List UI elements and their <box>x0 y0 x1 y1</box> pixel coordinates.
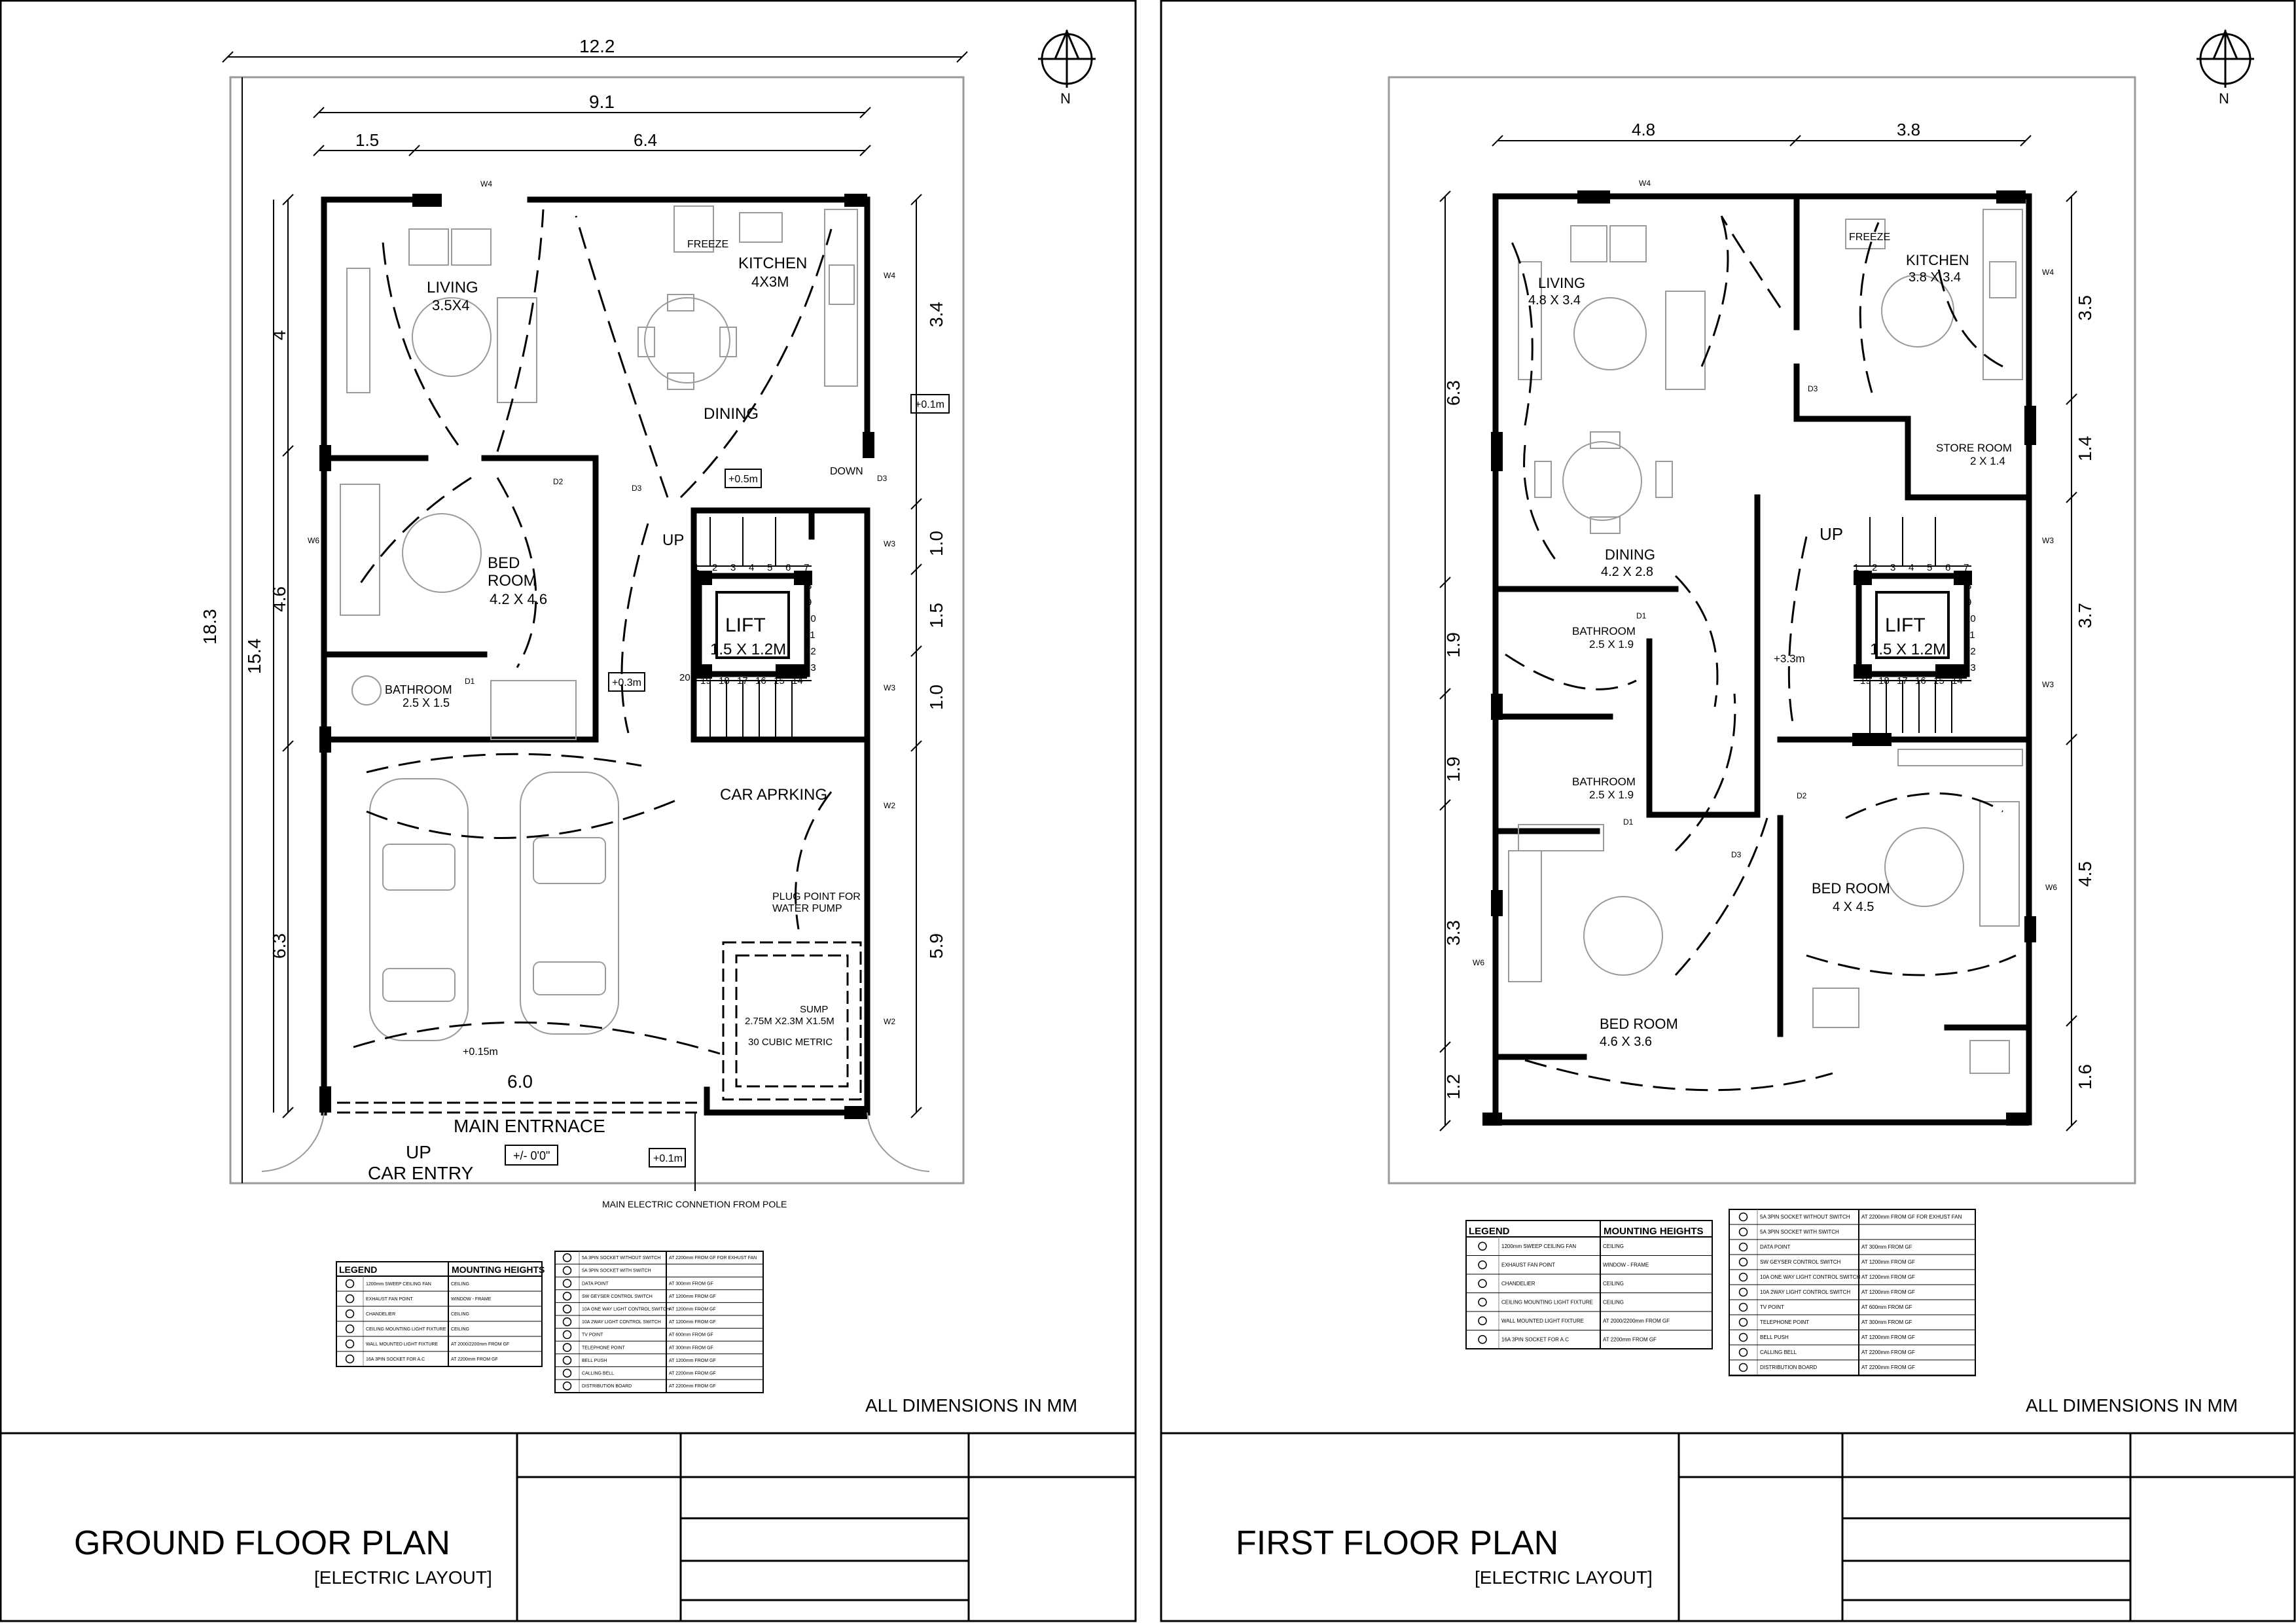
legend-symbol-icon <box>564 1330 571 1338</box>
room-size-dining: 4.2 X 2.8 <box>1601 565 1654 579</box>
svg-text:3.7: 3.7 <box>2075 603 2095 628</box>
svg-text:14: 14 <box>792 675 803 687</box>
legend-item-height: AT 2000/2200mm FROM GF <box>1603 1317 1670 1324</box>
svg-text:D1: D1 <box>1636 611 1647 620</box>
room-name-bed-2: BED ROOM <box>1600 1016 1678 1032</box>
room-name-bed-1: BED ROOM <box>1812 880 1890 897</box>
dimension-lines <box>200 36 967 1183</box>
up-label: UP <box>662 531 685 549</box>
legend-item-height: CEILING <box>1603 1299 1624 1306</box>
legend-item-label: DISTRIBUTION BOARD <box>1760 1364 1818 1371</box>
freeze-label: FREEZE <box>687 239 729 250</box>
room-name-kitchen: KITCHEN <box>1906 252 1969 268</box>
legend-item-height: AT 300mm FROM GF <box>669 1281 713 1287</box>
walls <box>1496 196 2029 1122</box>
svg-text:LEGEND: LEGEND <box>1469 1226 1510 1237</box>
svg-text:W6: W6 <box>2045 883 2057 892</box>
svg-text:3.5: 3.5 <box>2075 295 2095 321</box>
lift-core <box>694 571 812 679</box>
legend-item-height: AT 300mm FROM GF <box>1861 1319 1912 1326</box>
svg-text:17: 17 <box>1897 675 1908 687</box>
svg-text:4: 4 <box>1909 562 1914 573</box>
sump-label: SUMP <box>800 1004 829 1015</box>
plug-note-1: PLUG POINT FOR <box>772 891 861 902</box>
legend-symbol-icon <box>1740 1289 1748 1296</box>
legend-item-height: CEILING <box>451 1311 470 1317</box>
level-mark: +3.3m <box>1774 652 1805 665</box>
legend-item-label: DISTRIBUTION BOARD <box>582 1384 632 1389</box>
level-mark: +0.3m <box>612 677 641 688</box>
car-entry-label: CAR ENTRY <box>368 1163 474 1183</box>
dim-bottom: 6.0 <box>507 1071 533 1092</box>
legend-symbol-icon <box>564 1357 571 1364</box>
level-mark: +0.5m <box>728 474 758 485</box>
room-size-living: 3.5X4 <box>432 297 470 313</box>
dimension-note: ALL DIMENSIONS IN MM <box>2026 1395 2238 1416</box>
svg-text:W6: W6 <box>308 536 319 545</box>
north-arrow-icon <box>1038 30 1096 107</box>
svg-text:18: 18 <box>719 675 730 687</box>
svg-text:9.1: 9.1 <box>589 92 615 112</box>
svg-text:13: 13 <box>805 662 816 673</box>
svg-text:12: 12 <box>805 646 816 657</box>
svg-text:5.9: 5.9 <box>926 933 946 959</box>
svg-text:10: 10 <box>805 613 816 624</box>
svg-text:W2: W2 <box>884 801 895 810</box>
svg-text:11: 11 <box>1965 630 1975 641</box>
svg-text:W4: W4 <box>884 271 895 280</box>
legend-item-height: AT 1200mm FROM GF <box>669 1294 716 1299</box>
svg-text:2: 2 <box>712 562 718 573</box>
room-name-bath-2: BATHROOM <box>1572 776 1636 788</box>
level-mark: +0.1m <box>653 1153 683 1164</box>
legend-item-height: WINDOW - FRAME <box>1603 1262 1649 1268</box>
first-floor-plan <box>1389 30 2254 1376</box>
legend-item-label: 10A ONE WAY LIGHT CONTROL SWITCH <box>1760 1274 1861 1281</box>
legend-item-label: 16A 3PIN SOCKET FOR A.C <box>366 1357 425 1362</box>
legend-item-label: TV POINT <box>1760 1304 1784 1311</box>
svg-text:14: 14 <box>1952 675 1963 687</box>
room-size-kitchen: 3.8 X 3.4 <box>1909 270 1962 285</box>
legend-item-height: AT 2200mm FROM GF <box>669 1371 716 1376</box>
legend-symbol-icon <box>564 1318 571 1326</box>
svg-text:4: 4 <box>269 330 289 340</box>
svg-text:6: 6 <box>785 562 791 573</box>
legend-item-label: TV POINT <box>582 1332 603 1338</box>
legend-item-label: WALL MOUNTED LIGHT FIXTURE <box>1501 1317 1584 1324</box>
sheet-frame-first <box>1161 1 2295 1621</box>
legend-item-label: 10A 2WAY LIGHT CONTROL SWITCH <box>582 1320 661 1325</box>
room-name-store: STORE ROOM <box>1936 442 2012 454</box>
legend-symbol-icon <box>1740 1319 1748 1327</box>
room-name-bath: BATHROOM <box>385 683 452 696</box>
room-name-living: LIVING <box>1538 275 1586 291</box>
svg-text:1.6: 1.6 <box>2075 1064 2095 1090</box>
legend-symbol-icon <box>1740 1228 1748 1236</box>
svg-text:W3: W3 <box>884 539 895 548</box>
legend-symbol-icon <box>1740 1349 1748 1357</box>
svg-text:3.8: 3.8 <box>1897 120 1921 139</box>
svg-text:8: 8 <box>1966 580 1972 592</box>
svg-text:MOUNTING HEIGHTS: MOUNTING HEIGHTS <box>452 1264 545 1275</box>
legend-item-height: AT 1200mm FROM GF <box>1861 1289 1915 1296</box>
svg-text:4.8: 4.8 <box>1632 120 1656 139</box>
legend-table-a <box>336 1262 545 1366</box>
legend-item-height: CEILING <box>451 1281 470 1287</box>
legend-symbol-icon <box>1740 1334 1748 1342</box>
legend-symbol-icon <box>1479 1279 1486 1287</box>
svg-text:W3: W3 <box>2042 680 2054 689</box>
legend-item-height: AT 2200mm FROM GF <box>1861 1364 1915 1371</box>
svg-text:W4: W4 <box>480 179 492 188</box>
svg-text:7: 7 <box>1964 562 1969 573</box>
room-name-bed-2: ROOM <box>488 572 537 590</box>
svg-text:5: 5 <box>767 562 773 573</box>
bedroom-fixtures <box>340 484 576 740</box>
legend-symbol-icon <box>1479 1298 1486 1306</box>
legend-item-label: CEILING MOUNTING LIGHT FIXTURE <box>1501 1299 1593 1306</box>
legend-symbol-icon <box>1740 1243 1748 1251</box>
svg-text:D3: D3 <box>632 484 642 493</box>
room-size-kitchen: 4X3M <box>751 274 789 290</box>
lift-label: LIFT <box>1885 615 1926 636</box>
svg-text:D1: D1 <box>1623 817 1634 827</box>
lift-size: 1.5 X 1.2M <box>1870 641 1946 658</box>
svg-text:17: 17 <box>737 675 748 687</box>
legend-symbol-icon <box>1740 1364 1748 1372</box>
legend-item-height: WINDOW - FRAME <box>451 1296 492 1302</box>
svg-text:1.0: 1.0 <box>926 531 946 556</box>
up-label: UP <box>1820 524 1844 544</box>
legend-table-b <box>1729 1209 1975 1376</box>
legend-symbol-icon <box>1740 1274 1748 1281</box>
room-size-living: 4.8 X 3.4 <box>1528 293 1581 308</box>
legend-item-label: EXHAUST FAN POINT <box>366 1296 413 1302</box>
svg-text:1.9: 1.9 <box>1443 632 1463 658</box>
legend-item-label: DATA POINT <box>582 1281 609 1287</box>
legend-item-label: 10A ONE WAY LIGHT CONTROL SWITCH <box>582 1307 670 1312</box>
room-size-store: 2 X 1.4 <box>1970 455 2005 467</box>
svg-text:3: 3 <box>730 562 736 573</box>
sheet-title: GROUND FLOOR PLAN <box>74 1524 450 1562</box>
legend-item-height: AT 1200mm FROM GF <box>669 1320 716 1325</box>
svg-text:1.5: 1.5 <box>355 130 380 150</box>
legend-symbol-icon <box>1740 1258 1748 1266</box>
legend-symbol-icon <box>346 1340 354 1348</box>
legend-symbol-icon <box>564 1254 571 1262</box>
svg-text:1.0: 1.0 <box>926 685 946 710</box>
svg-text:4: 4 <box>749 562 755 573</box>
legend-item-height: AT 1200mm FROM GF <box>669 1358 716 1363</box>
up-label-2: UP <box>406 1142 431 1162</box>
legend-item-label: TELEPHONE POINT <box>1760 1319 1810 1326</box>
sheet-title: FIRST FLOOR PLAN <box>1236 1524 1559 1562</box>
room-name-kitchen: KITCHEN <box>738 255 808 272</box>
legend-item-height: CEILING <box>451 1327 470 1332</box>
legend-item-label: CALLING BELL <box>1760 1349 1797 1356</box>
lift-label: LIFT <box>725 615 766 636</box>
sump-volume: 30 CUBIC METRIC <box>748 1037 833 1048</box>
north-arrow-icon <box>2197 30 2254 107</box>
svg-text:5: 5 <box>1927 562 1933 573</box>
legend-symbol-icon <box>1479 1261 1486 1269</box>
legend-table-a <box>1466 1221 1712 1349</box>
level-zero: +/- 0'0" <box>513 1149 550 1162</box>
svg-text:18: 18 <box>1878 675 1890 687</box>
svg-text:20: 20 <box>679 672 691 683</box>
plug-note-2: WATER PUMP <box>772 903 842 914</box>
legend-item-height: AT 2200mm FROM GF <box>1603 1336 1657 1343</box>
svg-text:1.9: 1.9 <box>1443 757 1463 782</box>
level-mark: +0.1m <box>915 399 944 410</box>
svg-text:4.5: 4.5 <box>2075 861 2095 887</box>
legend-item-height: AT 2200mm FROM GF FOR EXHUST FAN <box>669 1256 757 1261</box>
svg-text:7: 7 <box>804 562 810 573</box>
room-size-bath: 2.5 X 1.5 <box>403 696 450 709</box>
legend-item-height: AT 2200mm FROM GF <box>669 1384 716 1389</box>
svg-text:19: 19 <box>1860 675 1871 687</box>
sheet-subtitle: [ELECTRIC LAYOUT] <box>314 1567 492 1588</box>
svg-text:D2: D2 <box>553 477 564 486</box>
legend-item-label: 16A 3PIN SOCKET FOR A.C <box>1501 1336 1569 1343</box>
room-name-bed: BED <box>488 554 520 572</box>
legend-item-label: CHANDELIER <box>1501 1280 1535 1287</box>
legend-item-label: TELEPHONE POINT <box>582 1346 625 1351</box>
svg-text:N: N <box>1060 90 1071 107</box>
svg-text:6.3: 6.3 <box>1443 380 1463 406</box>
svg-text:3: 3 <box>1890 562 1896 573</box>
legend-item-height: AT 2000/2200mm FROM GF <box>451 1342 510 1347</box>
room-name-bath-1: BATHROOM <box>1572 625 1636 637</box>
svg-text:6.4: 6.4 <box>634 130 658 150</box>
svg-text:W3: W3 <box>2042 536 2054 545</box>
legend-symbol-icon <box>564 1293 571 1300</box>
svg-text:15: 15 <box>774 675 785 687</box>
svg-text:15.4: 15.4 <box>244 638 264 674</box>
svg-text:LEGEND: LEGEND <box>339 1264 378 1275</box>
legend-item-height: CEILING <box>1603 1280 1624 1287</box>
svg-text:W4: W4 <box>2042 268 2054 277</box>
title-block-grid <box>1679 1433 2295 1621</box>
freeze-label: FREEZE <box>1849 232 1891 243</box>
legend-symbol-icon <box>1479 1242 1486 1250</box>
room-name-dining: DINING <box>1605 546 1655 563</box>
svg-text:11: 11 <box>805 630 816 641</box>
svg-text:6.3: 6.3 <box>269 933 289 959</box>
legend-item-label: EXHAUST FAN POINT <box>1501 1262 1556 1268</box>
legend-symbol-icon <box>346 1280 354 1288</box>
down-label: DOWN <box>830 466 863 477</box>
legend-symbol-icon <box>564 1382 571 1390</box>
room-name-living: LIVING <box>427 279 478 296</box>
legend-symbol-icon <box>564 1369 571 1377</box>
svg-text:13: 13 <box>1965 662 1976 673</box>
svg-text:D3: D3 <box>1731 850 1742 859</box>
main-entrance-label: MAIN ENTRNACE <box>454 1116 605 1136</box>
svg-text:W6: W6 <box>1473 958 1484 967</box>
svg-text:W2: W2 <box>884 1017 895 1026</box>
svg-text:6: 6 <box>1945 562 1951 573</box>
svg-text:W3: W3 <box>884 683 895 692</box>
living-furniture <box>347 229 736 402</box>
svg-text:D2: D2 <box>1797 791 1807 800</box>
legend-item-height: AT 300mm FROM GF <box>669 1346 713 1351</box>
legend-item-height: AT 1200mm FROM GF <box>1861 1274 1915 1281</box>
svg-text:16: 16 <box>755 675 766 687</box>
svg-text:MOUNTING HEIGHTS: MOUNTING HEIGHTS <box>1604 1226 1704 1237</box>
room-size-bed-2: 4.6 X 3.6 <box>1600 1035 1653 1049</box>
svg-text:3.3: 3.3 <box>1443 920 1463 946</box>
room-size-bed: 4.2 X 4.6 <box>490 591 548 607</box>
svg-text:1: 1 <box>1854 562 1859 573</box>
legend-item-label: 5A 3PIN SOCKET WITH SWITCH <box>582 1268 651 1274</box>
svg-text:1.4: 1.4 <box>2075 436 2095 461</box>
room-name-parking: CAR APRKING <box>720 786 828 804</box>
legend-symbol-icon <box>1479 1336 1486 1344</box>
level-mark: +0.15m <box>463 1046 498 1058</box>
legend-table-b <box>555 1251 763 1393</box>
legend-item-height: AT 300mm FROM GF <box>1861 1244 1912 1251</box>
legend-item-label: 5A 3PIN SOCKET WITHOUT SWITCH <box>582 1256 661 1261</box>
legend-item-label: 5A 3PIN SOCKET WITHOUT SWITCH <box>1760 1214 1850 1221</box>
svg-text:19: 19 <box>700 675 711 687</box>
legend-item-height: AT 1200mm FROM GF <box>1861 1334 1915 1341</box>
legend-item-height: CEILING <box>1603 1243 1624 1249</box>
legend-symbol-icon <box>564 1344 571 1351</box>
svg-text:10: 10 <box>1965 613 1976 624</box>
ground-floor-plan <box>200 30 1096 1393</box>
svg-text:9: 9 <box>806 597 812 608</box>
sump-size: 2.75M X2.3M X1.5M <box>745 1016 834 1027</box>
legend-item-label: 10A 2WAY LIGHT CONTROL SWITCH <box>1760 1289 1851 1296</box>
svg-text:12.2: 12.2 <box>579 36 615 56</box>
legend-item-label: BELL PUSH <box>582 1358 607 1363</box>
svg-text:D3: D3 <box>877 474 888 483</box>
legend-item-label: WALL MOUNTED LIGHT FIXTURE <box>366 1342 439 1347</box>
lift-size: 1.5 X 1.2M <box>710 641 787 658</box>
svg-text:D1: D1 <box>465 677 475 686</box>
legend-symbol-icon <box>346 1295 354 1303</box>
svg-text:1: 1 <box>694 562 700 573</box>
legend-symbol-icon <box>564 1305 571 1313</box>
svg-text:9: 9 <box>1966 597 1972 608</box>
room-size-bed-1: 4 X 4.5 <box>1833 900 1874 914</box>
legend-symbol-icon <box>346 1310 354 1318</box>
svg-text:3.4: 3.4 <box>926 302 946 327</box>
svg-text:4.6: 4.6 <box>269 586 289 612</box>
legend-item-height: AT 2200mm FROM GF <box>451 1357 498 1362</box>
legend-item-label: CHANDELIER <box>366 1311 396 1317</box>
svg-text:1.5: 1.5 <box>926 603 946 628</box>
legend-item-label: DATA POINT <box>1760 1244 1791 1251</box>
room-labels <box>308 179 949 1209</box>
room-size-bath-1: 2.5 X 1.9 <box>1589 638 1634 651</box>
title-block-grid <box>517 1433 1136 1621</box>
svg-text:12: 12 <box>1965 646 1976 657</box>
legend-symbol-icon <box>1740 1304 1748 1311</box>
legend-symbol-icon <box>1740 1213 1748 1221</box>
legend-symbol-icon <box>346 1355 354 1363</box>
svg-text:1.2: 1.2 <box>1443 1074 1463 1099</box>
sheet-subtitle: [ELECTRIC LAYOUT] <box>1475 1567 1653 1588</box>
legend-item-label: SW GEYSER CONTROL SWITCH <box>582 1294 653 1299</box>
room-name-dining: DINING <box>704 405 759 423</box>
legend-item-label: CEILING MOUNTING LIGHT FIXTURE <box>366 1327 446 1332</box>
svg-text:D3: D3 <box>1808 384 1818 393</box>
dimension-lines <box>1440 120 2095 1131</box>
legend-symbol-icon <box>1479 1317 1486 1325</box>
legend-item-height: AT 1200mm FROM GF <box>669 1307 716 1312</box>
svg-text:15: 15 <box>1933 675 1945 687</box>
legend-symbol-icon <box>564 1279 571 1287</box>
svg-text:W4: W4 <box>1639 179 1651 188</box>
svg-text:8: 8 <box>806 580 812 592</box>
room-size-bath-2: 2.5 X 1.9 <box>1589 789 1634 801</box>
pole-note: MAIN ELECTRIC CONNETION FROM POLE <box>602 1199 787 1209</box>
legend-item-height: AT 600mm FROM GF <box>1861 1304 1912 1311</box>
svg-text:N: N <box>2219 90 2229 107</box>
legend-item-label: SW GEYSER CONTROL SWITCH <box>1760 1259 1841 1266</box>
legend-symbol-icon <box>564 1266 571 1274</box>
svg-text:18.3: 18.3 <box>200 609 220 645</box>
legend-item-label: 1200mm SWEEP CEILING FAN <box>366 1281 431 1287</box>
legend-item-label: 1200mm SWEEP CEILING FAN <box>1501 1243 1577 1249</box>
legend-item-height: AT 1200mm FROM GF <box>1861 1259 1915 1266</box>
legend-item-label: 5A 3PIN SOCKET WITH SWITCH <box>1760 1229 1839 1236</box>
sheet-frame-ground <box>1 1 1136 1621</box>
legend-symbol-icon <box>346 1325 354 1333</box>
legend-item-label: CALLING BELL <box>582 1371 615 1376</box>
svg-text:16: 16 <box>1915 675 1926 687</box>
legend-item-height: AT 2200mm FROM GF FOR EXHUST FAN <box>1861 1214 1962 1221</box>
legend-item-label: BELL PUSH <box>1760 1334 1789 1341</box>
legend-item-height: AT 2200mm FROM GF <box>1861 1349 1915 1356</box>
dimension-note: ALL DIMENSIONS IN MM <box>865 1395 1078 1416</box>
svg-text:2: 2 <box>1872 562 1878 573</box>
legend-item-height: AT 600mm FROM GF <box>669 1332 713 1338</box>
